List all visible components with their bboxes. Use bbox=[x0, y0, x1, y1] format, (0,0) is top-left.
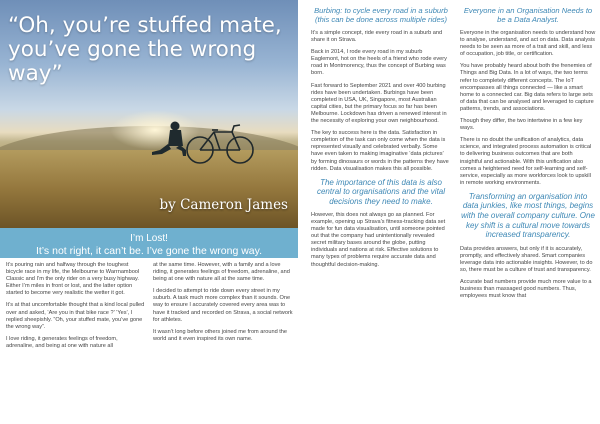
paragraph: It’s a simple concept, ride every road in a suburb and share it on Strava. bbox=[311, 30, 443, 44]
banner-line-2: It’s not right, it can’t be. I’ve gone the wrong way. bbox=[35, 245, 263, 257]
article-title: “Oh, you’re stuffed mate, you’ve gone the wrong way” bbox=[8, 13, 282, 86]
paragraph: Though they differ, the two intertwine in a few key ways. bbox=[460, 118, 583, 132]
right-column bbox=[460, 6, 596, 306]
paragraph: It wasn’t long before others joined me from around the world and it even inspired its own name. bbox=[153, 328, 288, 342]
left-column-a bbox=[6, 262, 146, 355]
section-subheading: The importance of this data is also central to organisations and the vital decisions they need to make. bbox=[316, 177, 446, 206]
paragraph: The key to success here is the data. Satisfaction in completion of the task can only come when the data is represented visually and celebrated verbally. Some have even taken to making imaginative ‘data pictures’ by forming dinosaurs or words in the patterns they have ridden. Data visualisation makes this all possible. bbox=[311, 130, 449, 172]
paragraph: Data provides answers, but only if it is accurately, promptly, and effectively shared. Smart companies leverage data into actionable insights. However, to do so, there must be a culture of trust and transparency. bbox=[460, 245, 593, 274]
middle-column bbox=[311, 6, 451, 274]
hero-image bbox=[0, 0, 298, 228]
section-heading: Everyone in an Organisation Needs to be a Data Analyst. bbox=[463, 6, 593, 24]
paragraph: You have probably heard about both the frenemies of Things and Big Data. In a lot of ways, the two terms refer to completely different concepts. The IoT encompasses all things connected — like a smart home to a connected car. Big data refers to large sets of data that can be analysed and leveraged to capture patterns, trends, and associations. bbox=[460, 63, 594, 112]
paragraph: Back in 2014, I rode every road in my suburb Eaglemont, hot on the heels of a friend who rode every road in Montmorency, thus the concept of Burbing was born. bbox=[311, 49, 447, 77]
paragraph: However, this does not always go as planned. For example, opening up Strava’s fitness-tracking data set made for fun data visualisation, until someone pointed out that the company had unintentionally revealed secret military bases around the globe, putting individuals and nations at risk. Effective solutions to many types of problems require accurate data and thoughtful decision-making. bbox=[311, 211, 446, 268]
left-column-b bbox=[153, 262, 293, 348]
paragraph: Accurate bad numbers provide much more value to a business than massaged good numbers. Thus, employees must know that bbox=[460, 279, 592, 300]
paragraph: Everyone in the organisation needs to understand how to analyse, understand, and act on data. Data analysis needs to be seen as more of a trait and skill, and less of occupation, job title, or certification. bbox=[460, 30, 596, 58]
pull-quote: Transforming an organisation into data junkies, like most things, begins with the overall company culture. One key shift is a cultural move towards increased transparency. bbox=[461, 191, 595, 240]
paragraph: at the same time. However, with a family and a love riding, it generates feelings of freedom, adrenaline, and being at one with nature all at the same time. bbox=[153, 262, 290, 283]
paragraph: Fast forward to September 2021 and over 400 burbing rides have been undertaken. Burbings have been completed in USA, UK, Singapore, most Australian capital cities, but the primary focus so far has been Melbourne. Lockdown has driven a renewed interest in the necessity of exploring your own neighbourhood. bbox=[311, 82, 447, 125]
author-byline: by Cameron James bbox=[159, 197, 288, 213]
paragraph: It’s at that uncomfortable thought that a kind local pulled over and asked, ‘Are you in that bike race ?’ ‘Yes’, I replied sheepishly. “Oh, your stuffed mate, you’ve gone the wrong way”. bbox=[6, 302, 145, 330]
paragraph: There is no doubt the unification of analytics, data science, and integrated process automation is critical to delivering business outcomes that are both insightful and actionable. With this unification also comes a heightened need for self-learning and self-service, especially as more workforces look to upskill in remote working environments. bbox=[460, 137, 592, 186]
lost-banner bbox=[0, 228, 298, 258]
paragraph: I love riding, it generates feelings of freedom, adrenaline, and being at one with nature all bbox=[6, 335, 118, 349]
section-heading: Burbing: to cycle every road in a suburb (this can be done across multiple rides) bbox=[314, 6, 448, 24]
paragraph: It’s pouring rain and halfway through the toughest bicycle race in my life, the Melbourne to Warrnambool Classic and I’m the only rider on a very busy highway. Either I’m miles in front or lost, and the latter option started to become very realistic the wetter it got. bbox=[6, 262, 140, 297]
banner-line-1: I’m Lost! bbox=[130, 233, 168, 244]
paragraph: I decided to attempt to ride down every street in my suburb. A task much more complex than it sounds. One way to ensure I accurately covered every area was to have it tracked and recorded on Strava, a social network for athletes. bbox=[153, 288, 293, 323]
